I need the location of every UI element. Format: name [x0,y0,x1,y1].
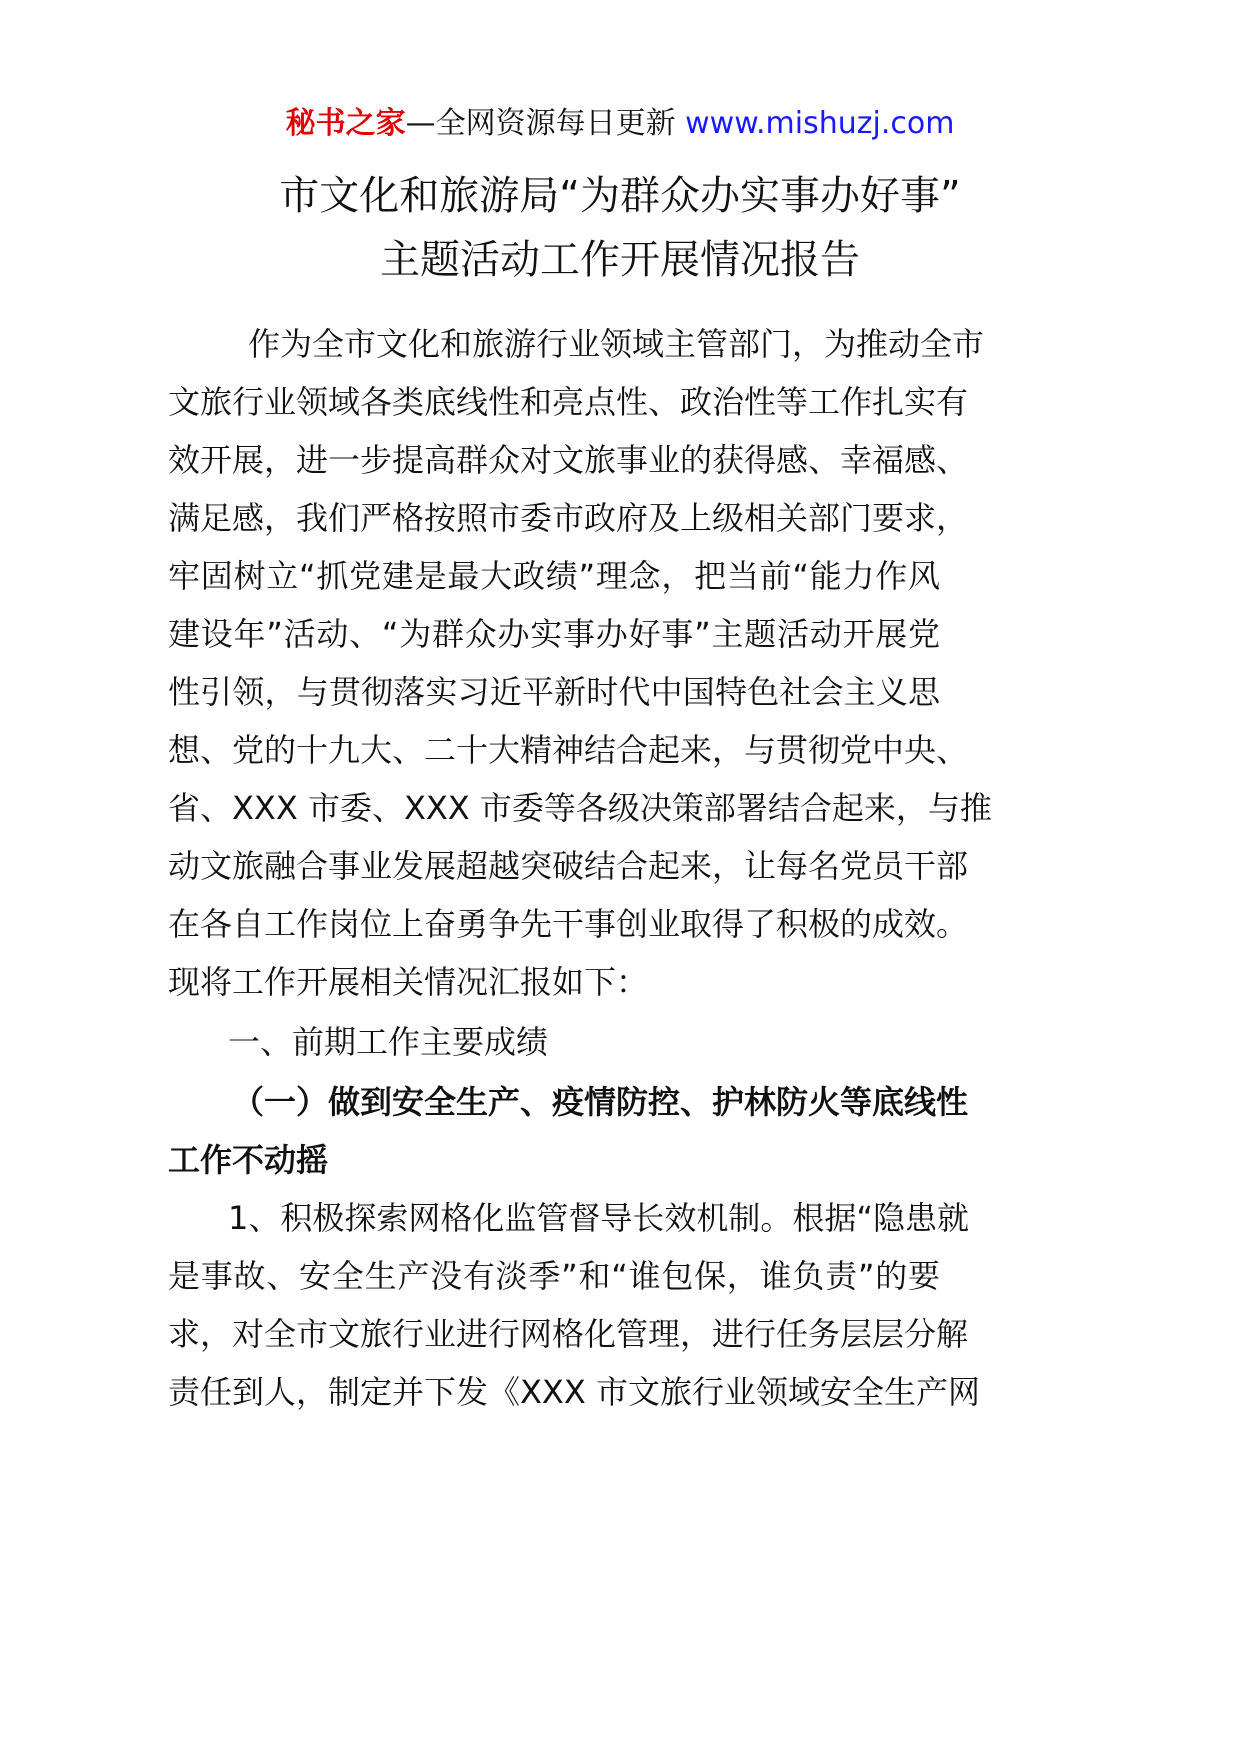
body-line: 文旅行业领域各类底线性和亮点性、政治性等工作扎实有 [168,383,969,421]
body-line: 求，对全市文旅行业进行网格化管理，进行任务层层分解 [168,1315,969,1353]
body-line: 满足感，我们严格按照市委市政府及上级相关部门要求， [168,499,969,537]
subsection-heading-continued: 工作不动摇 [168,1141,329,1179]
subsection-heading: （一）做到安全生产、疫情防控、护林防火等底线性 [232,1083,969,1121]
section-heading: 一、前期工作主要成绩 [228,1023,549,1061]
body-line: 效开展，进一步提高群众对文旅事业的获得感、幸福感、 [168,441,969,479]
body-line: 动文旅融合事业发展超越突破结合起来，让每名党员干部 [168,847,969,885]
document-title-line-2: 主题活动工作开展情况报告 [380,237,860,283]
body-line: 牢固树立“抓党建是最大政绩”理念，把当前“能力作风 [168,557,940,595]
document-title-line-1: 市文化和旅游局“为群众办实事办好事” [279,173,961,219]
body-line: 作为全市文化和旅游行业领域主管部门，为推动全市 [248,325,985,363]
body-line: 性引领，与贯彻落实习近平新时代中国特色社会主义思 [168,673,940,711]
body-line: 在各自工作岗位上奋勇争先干事创业取得了积极的成效。 [168,905,969,943]
body-line: 责任到人，制定并下发《XXX 市文旅行业领域安全生产网 [168,1373,980,1411]
body-line: 想、党的十九大、二十大精神结合起来，与贯彻党中央、 [168,731,969,769]
body-line: 省、XXX 市委、XXX 市委等各级决策部署结合起来，与推 [168,789,992,827]
site-url-link[interactable]: www.mishuzj.com [685,106,955,141]
body-line: 建设年”活动、“为群众办实事办好事”主题活动开展党 [168,615,940,653]
body-line: 是事故、安全生产没有淡季”和“谁包保，谁负责”的要 [168,1257,940,1295]
body-line: 1、积极探索网格化监管督导长效机制。根据“隐患就 [228,1199,969,1237]
brand-name: 秘书之家 [285,106,406,141]
banner-tagline: —全网资源每日更新 [405,106,686,141]
site-banner [0,102,1240,146]
body-line: 现将工作开展相关情况汇报如下： [168,963,649,1001]
